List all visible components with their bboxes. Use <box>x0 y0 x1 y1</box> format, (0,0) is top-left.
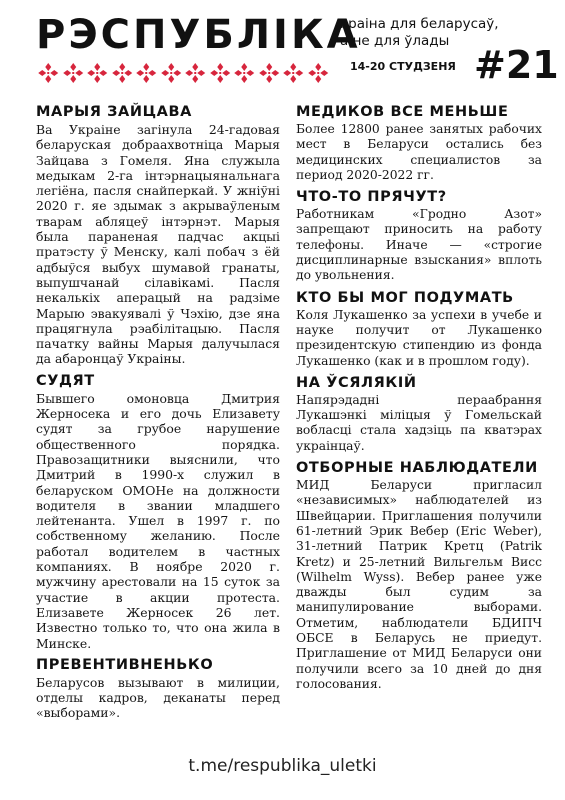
ornament-motif-icon <box>232 62 257 84</box>
article-body: МИД Беларуси пригласил «независимых» наблюдателей из Швейцарии. Приглашения получили 61-летний Эрик Вебер (Eric Weber), 31-летний Патрик Кретц (Patrik Kretz) и 25-летний Вильгельм Висс (Wilhelm Wyss). Вебер ранее уже дважды был судим за манипулирование выборами. Отметим, наблюдатели БДИПЧ ОБСЕ в Беларусь не приедут. Приглашение от МИД Беларуси они получили всего за 10 дней до дня голосования. <box>296 478 542 691</box>
ornament-motif-icon <box>36 62 61 84</box>
telegram-link[interactable]: t.me/respublika_uletki <box>188 756 377 776</box>
ornament-motif-icon <box>208 62 233 84</box>
article-body: Ва Украіне загінула 24-гадовая беларуская добраахвотніца Марыя Зайцава з Гомеля. Яна служыла медыкам 2-га інтэрнацыянальнага легіёна, пасля снайперкай. У жніўні 2020 г. яе здымак з акрываўленым тварам абляцеў інтэрнэт. Марыя была параненая падчас акцыі пратэсту ў Менску, калі побач з ёй адбыўся выбух шумавой гранаты, выпушчанай сілавікамі. Пасля некалькіх аперацый на радзіме Марыю эвакуявалі ў Чэхію, дзе яна працягнула рэабілітацыю. Пасля пачатку вайны Марыя далучылася да абаронцаў Украіны. <box>36 122 280 367</box>
ornament-motif-icon <box>61 62 86 84</box>
left-column <box>36 102 280 725</box>
article-body: Беларусов вызывают в милиции, отделы кадров, деканаты перед «выборами». <box>36 674 280 721</box>
belarusian-ornament-icon <box>36 62 330 84</box>
article-title: КТО БЫ МОГ ПОДУМАТЬ <box>296 289 514 306</box>
article-medics <box>296 102 542 183</box>
article-title: ПРЕВЕНТИВНЕНЬКО <box>36 656 214 673</box>
masthead <box>36 12 559 92</box>
article-title: МАРЫЯ ЗАЙЦАВА <box>36 104 192 120</box>
ornament-motif-icon <box>281 62 306 84</box>
article-title: НА ЎСЯЛЯКІЙ <box>296 374 417 391</box>
ornament-motif-icon <box>110 62 135 84</box>
article-preventivnenko <box>36 655 280 721</box>
ornament-motif-icon <box>306 62 331 84</box>
article-body: Коля Лукашенко за успехи в учебе и науке получит от Лукашенко президентскую стипендию из фонда Лукашенко (как и в прошлом году). <box>296 307 542 368</box>
ornament-motif-icon <box>134 62 159 84</box>
article-sudyat <box>36 371 280 651</box>
article-title: ОТБОРНЫЕ НАБЛЮДАТЕЛИ <box>296 460 538 477</box>
article-title: ЧТО-ТО ПРЯЧУТ? <box>296 189 447 206</box>
issue-number: #21 <box>474 43 559 87</box>
article-just-in-case <box>296 373 542 454</box>
article-body: Работникам «Гродно Азот» запрещают приносить на работу телефоны. Иначе — «строгие дисциплинарные взыскания» вплоть до увольнения. <box>296 207 542 283</box>
article-who-would-think <box>296 288 542 369</box>
ornament-motif-icon <box>159 62 184 84</box>
ornament-motif-icon <box>183 62 208 84</box>
ornament-motif-icon <box>257 62 282 84</box>
right-column <box>296 102 542 696</box>
article-hiding <box>296 187 542 283</box>
article-body: Бывшего омоновца Дмитрия Жерносека и его дочь Елизавету судят за грубое нарушение общественного порядка. Правозащитники выяснили, что Дмитрий в 1990-х служил в беларуском ОМОНе на должности водителя в звании младшего лейтенанта. Ушел в 1997 г. по собственному желанию. После работал водителем в частных компаниях. В ноябре 2020 г. мужчину арестовали на 15 суток за участие в акции протеста. Елизавете Жерносек 26 лет. Известно только то, что она жила в Минске. <box>36 390 280 651</box>
issue-dates: 14-20 СТУДЗЕНЯ <box>350 60 456 73</box>
article-body: Напярэдадні пераабрання Лукашэнкі міліцыя ў Гомельскай вобласці стала хадзіць па кватэрах украінцаў. <box>296 392 542 453</box>
article-observers <box>296 458 542 692</box>
article-body: Более 12800 ранее занятых рабочих мест в Беларуси остались без медицинских специалистов за период 2020-2022 гг. <box>296 122 542 182</box>
tagline-line-1: краіна для беларусаў, <box>340 16 499 32</box>
tagline-line-2: а не для ўлады <box>340 33 450 49</box>
article-title: МЕДИКОВ ВСЕ МЕНЬШЕ <box>296 104 509 120</box>
article-title: СУДЯТ <box>36 372 95 389</box>
article-maria-zaitsava <box>36 102 280 367</box>
newspaper-title: РЭСПУБЛІКА <box>36 12 361 58</box>
ornament-motif-icon <box>85 62 110 84</box>
